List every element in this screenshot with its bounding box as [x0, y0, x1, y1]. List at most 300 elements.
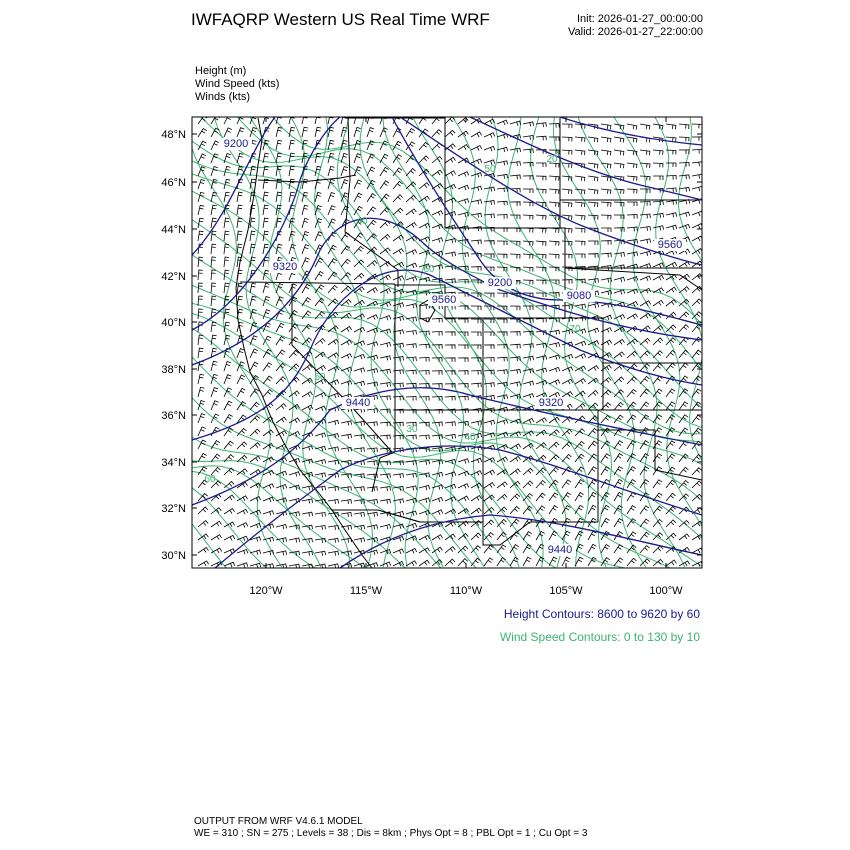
wind-barb [315, 192, 322, 202]
height-contour-label: 9560 [431, 294, 457, 306]
wind-barb [575, 493, 584, 502]
wind-barb [354, 538, 365, 543]
wind-barb [445, 396, 455, 400]
wind-barb [588, 328, 599, 333]
wind-barb [432, 211, 443, 216]
wind-barb [328, 487, 339, 491]
new-mexico [483, 410, 598, 522]
wind-barb [354, 341, 365, 346]
wind-barb [302, 486, 313, 491]
wind-barb [328, 525, 339, 529]
wind-barb [601, 189, 611, 194]
wind-barb [627, 227, 637, 231]
wind-barb [380, 499, 391, 504]
wind-barb [679, 325, 689, 332]
wind-barb [263, 231, 269, 241]
wind-barb [523, 394, 534, 399]
wind-barb [419, 223, 430, 228]
latitude-labels [161, 129, 186, 562]
height-contour-label: 9320 [538, 397, 564, 409]
wind-barb [549, 442, 559, 449]
wind-barb [224, 535, 235, 540]
wind-barb [510, 507, 520, 515]
wind-contour-label: 40 [464, 432, 476, 443]
wind-barb [211, 521, 222, 527]
wind-barb [354, 354, 365, 359]
wind-barb [536, 481, 546, 489]
wind-barb [614, 202, 624, 207]
wind-barb [497, 241, 507, 245]
wind-barb [471, 408, 482, 413]
wind-barb [471, 370, 481, 374]
wind-barb [302, 392, 313, 397]
wind-barb [484, 470, 495, 475]
wind-barb [367, 167, 375, 176]
wind-barb [510, 432, 521, 437]
wind-barb [666, 225, 677, 230]
wind-barb [276, 363, 285, 371]
wind-barb [341, 259, 350, 267]
wind-barb [497, 420, 508, 425]
wind-barb [263, 511, 274, 516]
wind-contour [679, 117, 760, 567]
wind-barb [380, 289, 391, 294]
wind-barb [653, 275, 664, 280]
wind-barb [471, 146, 482, 151]
wind-barb [393, 474, 404, 478]
wind-barb [614, 189, 624, 194]
wind-barb [211, 257, 216, 267]
wind-barb [640, 415, 649, 423]
wind-barb [380, 181, 389, 189]
lat-label: 30°N [161, 550, 186, 562]
wind-barb [497, 147, 508, 152]
wind-barb [406, 396, 416, 400]
wind-barb [497, 319, 507, 323]
wind-barb [575, 150, 585, 155]
wind-barb [445, 252, 456, 257]
wind-barb [250, 443, 260, 449]
wind-barb [497, 469, 508, 475]
wind-barb [341, 381, 352, 386]
wind-barb [198, 387, 204, 397]
wind-barb [393, 208, 403, 215]
wind-barb [536, 557, 544, 566]
wind-barb [198, 547, 209, 553]
wind-barb [354, 314, 365, 319]
wind-barb [640, 202, 650, 206]
wind-barb [276, 551, 287, 556]
wind-barb [562, 280, 572, 284]
wind-barb [627, 377, 637, 384]
wind-barb [380, 261, 391, 267]
wind-barb [224, 415, 233, 424]
wind-barb [224, 128, 232, 137]
wind-barb [211, 205, 217, 215]
wind-barb [237, 455, 247, 462]
wind-barb [640, 150, 650, 155]
wind-barb [445, 459, 456, 464]
wind-barb [341, 286, 351, 293]
wind-barb [471, 186, 482, 191]
wind-barb [536, 493, 545, 501]
wind-barb [510, 369, 521, 373]
lon-label: 100°W [649, 585, 683, 597]
wind-barb [523, 544, 532, 553]
wind-barb [692, 187, 703, 192]
wind-barb [250, 456, 260, 462]
wind-barb [211, 335, 217, 345]
wind-barb [432, 238, 443, 243]
wind-barb [484, 545, 493, 553]
wind-barb [562, 493, 571, 501]
wind-barb [198, 414, 205, 423]
wind-barb [276, 525, 287, 530]
wind-barb [523, 176, 533, 180]
wind-barb [328, 339, 339, 345]
wind-barb [419, 183, 429, 189]
wind-barb [276, 350, 285, 358]
wind-contour [192, 524, 702, 830]
wind-barb [198, 309, 203, 319]
wind-barb [224, 362, 231, 372]
wind-barb [601, 403, 611, 410]
wind-barb [484, 214, 494, 218]
wind-barb [640, 313, 651, 319]
wind-barb [588, 531, 596, 540]
wind-barb [380, 562, 391, 567]
wind-barb [523, 468, 533, 475]
wind-barb [614, 150, 624, 156]
wind-barb [211, 361, 217, 371]
wind-barb [354, 154, 361, 163]
wind-contour-note: Wind Speed Contours: 0 to 130 by 10 [499, 630, 700, 644]
wind-barb [510, 121, 521, 126]
wind-barb [614, 265, 625, 270]
wind-barb [406, 486, 417, 491]
wind-barb [276, 377, 286, 384]
wind-barb [588, 241, 598, 245]
wind-barb [380, 435, 390, 439]
wind-barb [380, 167, 389, 176]
wind-barb [224, 375, 231, 384]
wind-barb [289, 284, 297, 293]
wind-barb [601, 228, 611, 232]
wind-barb [562, 254, 572, 258]
wind-barb [224, 401, 232, 410]
lat-label: 48°N [161, 129, 186, 141]
wind-barb [198, 453, 207, 462]
wind-barb [588, 176, 598, 181]
wind-barb [692, 481, 702, 488]
wind-barb [198, 270, 203, 280]
wind-barb [510, 444, 521, 449]
wind-barb [419, 156, 429, 163]
wind-barb [367, 409, 378, 413]
wind-barb [237, 153, 244, 163]
wind-barb [250, 563, 261, 568]
wind-barb [471, 173, 482, 178]
wind-barb [614, 352, 624, 358]
wind-barb [471, 471, 482, 476]
wind-barb [523, 122, 534, 127]
lat-label: 42°N [161, 271, 186, 283]
wind-barb [679, 350, 688, 358]
wind-barb [328, 500, 339, 504]
wind-contour-label: 20 [546, 154, 558, 165]
wind-barb [380, 383, 391, 387]
wind-barb [289, 391, 299, 397]
wind-barb [237, 115, 245, 124]
wind-barb [380, 356, 391, 361]
wind-barb [549, 176, 559, 181]
wind-barb [588, 303, 599, 308]
height-contour-labels [220, 138, 686, 556]
wind-barb [653, 226, 664, 231]
wind-contour-label: 30 [406, 424, 418, 435]
wind-barb [575, 124, 585, 129]
wind-barb [211, 322, 216, 332]
wind-barb [198, 521, 208, 528]
wind-barb [471, 458, 482, 463]
wind-barb [315, 525, 326, 529]
wind-barb [640, 506, 649, 514]
wind-barb [315, 272, 324, 281]
wind-barb [341, 327, 352, 332]
wind-barb [237, 523, 248, 528]
wind-barb [341, 421, 352, 426]
wind-barb [250, 429, 260, 436]
wind-barb [484, 483, 495, 489]
wind-barb [679, 150, 689, 154]
wind-barbs [198, 114, 703, 568]
wind-barb [523, 532, 532, 540]
wind-barb [627, 163, 637, 168]
wind-barb [536, 418, 547, 423]
wind-contour-label: 50 [484, 164, 496, 175]
wind-contour-label: 50 [314, 372, 326, 383]
wind-barb [536, 356, 547, 361]
lat-label: 44°N [161, 224, 186, 236]
wind-barb [510, 469, 520, 475]
wind-barb [588, 492, 597, 501]
wind-barb [198, 427, 206, 436]
wind-barb [406, 182, 416, 189]
wind-barb [666, 480, 675, 488]
wind-barb [627, 124, 637, 130]
wind-barb [640, 546, 650, 554]
wind-barb [497, 532, 506, 540]
wind-barb [354, 327, 365, 332]
wind-barb [224, 231, 229, 241]
wind-barb [393, 168, 402, 176]
wind-barb [692, 137, 702, 141]
wind-barb [497, 174, 508, 178]
wind-barb [627, 506, 636, 514]
wind-barb [289, 538, 300, 543]
wind-barb [614, 454, 623, 462]
wind-barb [419, 142, 429, 150]
wind-barb [575, 176, 585, 181]
wind-barb [302, 499, 313, 504]
wind-barb [458, 484, 469, 489]
wind-barb [302, 179, 308, 189]
wind-barb [458, 145, 469, 150]
wind-barb [640, 226, 651, 230]
wind-barb [666, 163, 676, 167]
wind-barb [588, 505, 596, 514]
wind-barb [432, 510, 443, 515]
wind-barb [211, 167, 218, 177]
wind-barb [588, 202, 598, 207]
valid-time: Valid: 2026-01-27_22:00:00 [568, 26, 703, 38]
wind-barb [328, 259, 337, 267]
wind-barb [445, 171, 456, 176]
wind-barb [328, 366, 339, 371]
wind-barb [198, 335, 203, 345]
wind-barb [445, 144, 455, 150]
wind-barb [302, 127, 308, 137]
wind-barb [380, 316, 391, 321]
wind-barb [484, 293, 494, 297]
wind-barb [627, 202, 637, 206]
wind-barb [523, 418, 534, 423]
wind-barb [211, 401, 219, 410]
wind-barb [224, 509, 235, 515]
wind-barb [328, 166, 335, 176]
wind-barb [237, 218, 242, 228]
wind-barb [666, 213, 677, 218]
wind-barb [341, 167, 348, 177]
wind-barb [367, 261, 377, 267]
wind-barb [627, 351, 637, 358]
wind-barb [328, 353, 339, 358]
wind-barb [666, 262, 677, 267]
wind-barb [679, 467, 688, 475]
wind-barb [692, 299, 702, 306]
wind-barb [523, 506, 532, 514]
wind-barb [445, 239, 456, 244]
wind-barb [471, 132, 482, 137]
wind-barb [549, 254, 559, 259]
wind-barb [666, 200, 677, 204]
wind-barb [510, 254, 520, 259]
wind-barb [315, 473, 326, 478]
wind-barb [679, 287, 689, 293]
wind-barb [315, 232, 323, 241]
wind-barb [445, 130, 455, 137]
wind-barb [484, 358, 494, 362]
wind-barb [497, 545, 506, 553]
height-contour-label: 9320 [272, 261, 298, 273]
wind-barb [380, 221, 390, 228]
lon-label: 105°W [549, 585, 583, 597]
wind-barb [302, 551, 313, 556]
wind-barb [341, 180, 348, 189]
wind-barb [601, 545, 610, 554]
wind-contour [192, 610, 702, 850]
wind-barb [588, 163, 598, 168]
wind-barb [315, 512, 326, 516]
height-contour-label: 9440 [345, 397, 371, 409]
wind-barb [601, 415, 611, 423]
wind-barb [692, 415, 701, 423]
wind-barb [640, 402, 649, 410]
wind-barb [445, 198, 456, 203]
wind-barb [263, 430, 273, 436]
wind-barb [627, 493, 636, 502]
wind-barb [536, 241, 546, 246]
wind-barb [458, 459, 469, 464]
wind-barb [627, 189, 637, 194]
wind-barb [666, 493, 676, 501]
wind-barb [354, 273, 364, 280]
wind-barb [354, 381, 365, 386]
wind-barb [562, 531, 570, 540]
wind-barb [484, 345, 494, 349]
legend-height: Height (m) [195, 65, 247, 77]
wind-barb [328, 460, 339, 465]
wind-barb [692, 274, 702, 280]
wind-barb [692, 224, 703, 229]
height-contour-label: 9200 [487, 277, 513, 289]
wind-barb [562, 379, 573, 384]
wind-barb [237, 192, 243, 202]
wind-barb [328, 272, 337, 280]
wind-barb [458, 199, 469, 204]
wind-barb [653, 506, 662, 514]
wind-barb [614, 545, 623, 553]
wind-barb [211, 283, 216, 293]
wind-barb [588, 366, 599, 372]
wind-barb [237, 509, 248, 514]
lat-label: 36°N [161, 410, 186, 422]
wind-barb [458, 546, 468, 553]
wind-barb [224, 495, 234, 501]
wind-barb [406, 473, 417, 477]
wind-barb [315, 406, 326, 411]
wind-barb [523, 381, 534, 386]
wind-barb [406, 344, 416, 348]
wind-barb [549, 124, 559, 128]
wind-barb [419, 357, 429, 361]
wind-barb [354, 127, 361, 137]
wind-barb [601, 467, 610, 476]
wind-barb [276, 337, 285, 346]
wind-barb [653, 363, 663, 371]
wind-barb [588, 391, 598, 398]
wind-barb [198, 180, 205, 190]
wind-barb [419, 435, 429, 439]
wind-barb [471, 319, 481, 323]
wind-barb [562, 202, 572, 207]
wind-barb [666, 350, 676, 358]
wind-barb [211, 535, 222, 540]
wind-barb [380, 234, 390, 241]
wind-barb [315, 114, 321, 124]
wind-barb [627, 441, 636, 449]
wind-barb [406, 209, 416, 215]
wind-barb [315, 393, 326, 398]
wind-barb [328, 193, 335, 203]
wind-barb [367, 115, 374, 125]
lat-label: 46°N [161, 177, 186, 189]
wind-barb [198, 561, 209, 566]
wind-barb [588, 544, 596, 553]
wind-contour [192, 71, 702, 371]
wind-barb [406, 561, 417, 566]
wind-barb [601, 241, 611, 245]
